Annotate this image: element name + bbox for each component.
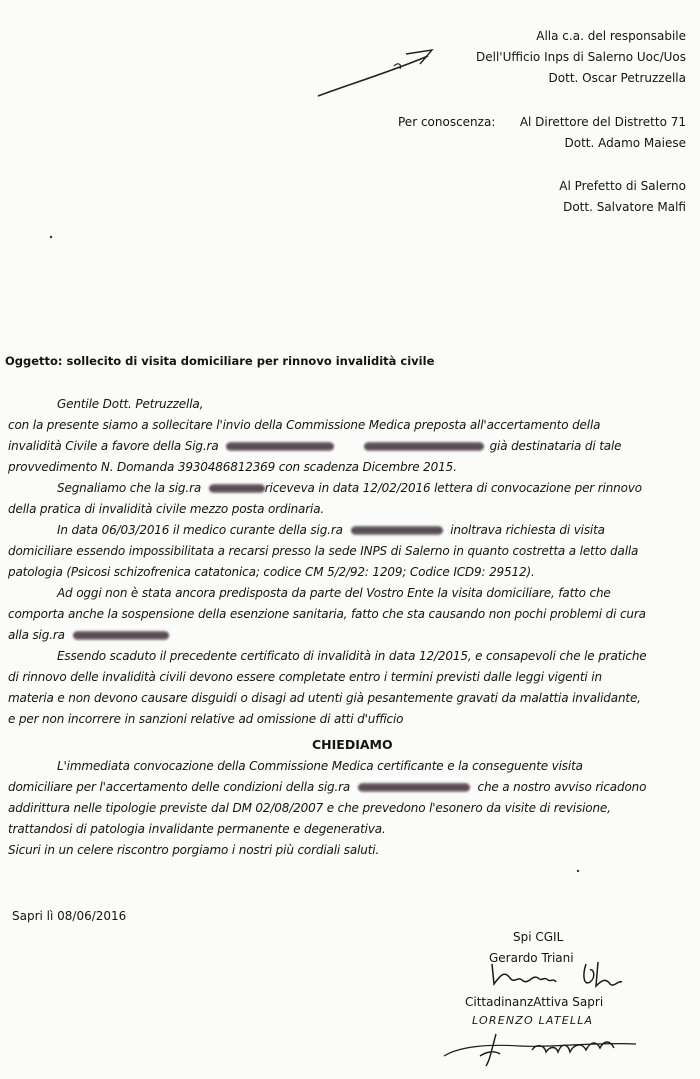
body-line: e per non incorrere in sanzioni relative ad omissione di atti d'ufficio <box>8 712 404 726</box>
svg-text:LORENZO LATELLA: LORENZO LATELLA <box>472 1014 594 1027</box>
recipient-line-1: Alla c.a. del responsabile <box>536 29 686 43</box>
body-line: trattandosi di patologia invalidante permanente e degenerativa. <box>8 822 386 836</box>
body-line <box>57 523 605 538</box>
body-line: Ad oggi non è stata ancora predisposta da parte del Vostro Ente la visita domiciliare, fatto che <box>57 586 611 600</box>
cc-label: Per conoscenza: <box>398 115 496 129</box>
body-text: domiciliare per l'accertamento delle condizioni della sig.ra <box>8 780 351 794</box>
redacted-name <box>226 442 334 451</box>
body-line: L'immediata convocazione della Commissione Medica certificante e la conseguente visita <box>57 759 583 773</box>
signature-org-2: CittadinanzAttiva Sapri <box>465 995 604 1009</box>
redacted-name <box>73 631 169 640</box>
body-line: domiciliare essendo impossibilitata a recarsi presso la sede INPS di Salerno in quanto costretta a letto dalla <box>8 544 639 558</box>
handwritten-signature-2 <box>440 1026 640 1070</box>
body-text: invalidità Civile a favore della Sig.ra <box>8 439 219 453</box>
greeting: Gentile Dott. Petruzzella, <box>57 397 204 411</box>
body-line: provvedimento N. Domanda 3930486812369 con scadenza Dicembre 2015. <box>8 460 457 474</box>
recipient-line-3: Dott. Oscar Petruzzella <box>548 71 686 85</box>
redacted-name <box>364 442 484 451</box>
body-line: comporta anche la sospensione della esenzione sanitaria, fatto che sta causando non pochi problemi di cura <box>8 607 646 621</box>
body-text: alla sig.ra <box>8 628 65 642</box>
closing-line: Sicuri in un celere riscontro porgiamo i nostri più cordiali saluti. <box>8 843 380 857</box>
body-text: In data 06/03/2016 il medico curante della sig.ra <box>57 523 343 537</box>
cc1-name: Dott. Adamo Maiese <box>564 136 686 150</box>
body-line: patologia (Psicosi schizofrenica catatonica; codice CM 5/2/92: 1209; Codice ICD9: 29512). <box>8 565 535 579</box>
body-text: inoltrava richiesta di visita <box>450 523 605 537</box>
body-line <box>8 628 169 643</box>
date-place: Sapri lì 08/06/2016 <box>12 909 127 923</box>
signature-org-1: Spi CGIL <box>513 930 564 944</box>
body-line <box>57 481 642 496</box>
body-line: di rinnovo delle invalidità civili devono essere completate entro i termini previsti dalle leggi vigenti in <box>8 670 602 684</box>
request-heading: CHIEDIAMO <box>312 737 393 752</box>
recipient-line-2: Dell'Ufficio Inps di Salerno Uoc/Uos <box>476 50 686 64</box>
cc1-title: Al Direttore del Distretto 71 <box>519 115 686 129</box>
redacted-name <box>358 783 470 792</box>
pen-stroke-mark <box>310 42 440 102</box>
body-text: che a nostro avviso ricadono <box>477 780 647 794</box>
body-line: con la presente siamo a sollecitare l'invio della Commissione Medica preposta all'accertamento della <box>8 418 601 432</box>
signature-name-1: Gerardo Triani <box>489 951 574 965</box>
subject-line: Oggetto: sollecito di visita domiciliare per rinnovo invalidità civile <box>5 354 435 368</box>
cc2-name: Dott. Salvatore Malfi <box>563 200 686 214</box>
body-line: Essendo scaduto il precedente certificato di invalidità in data 12/2015, e consapevoli che le pratiche <box>57 649 647 663</box>
body-text: Segnaliamo che la sig.ra <box>57 481 202 495</box>
body-line: materia e non devono causare disguidi o disagi ad utenti già pesantemente gravati da malattia invalidante, <box>8 691 641 705</box>
body-text: riceveva in data 12/02/2016 lettera di convocazione per rinnovo <box>264 481 642 495</box>
redacted-name <box>209 484 265 493</box>
scan-speck <box>575 868 581 874</box>
body-line: addirittura nelle tipologie previste dal DM 02/08/2007 e che prevedono l'esonero da visite di revisione, <box>8 801 611 815</box>
cc2-title: Al Prefetto di Salerno <box>559 179 686 193</box>
body-line: della pratica di invalidità civile mezzo posta ordinaria. <box>8 502 325 516</box>
body-line <box>8 780 646 795</box>
body-text: già destinataria di tale <box>489 439 622 453</box>
body-line <box>8 439 621 454</box>
handwritten-signature-1 <box>486 956 636 994</box>
scan-speck <box>48 234 54 240</box>
redacted-name <box>351 526 443 535</box>
